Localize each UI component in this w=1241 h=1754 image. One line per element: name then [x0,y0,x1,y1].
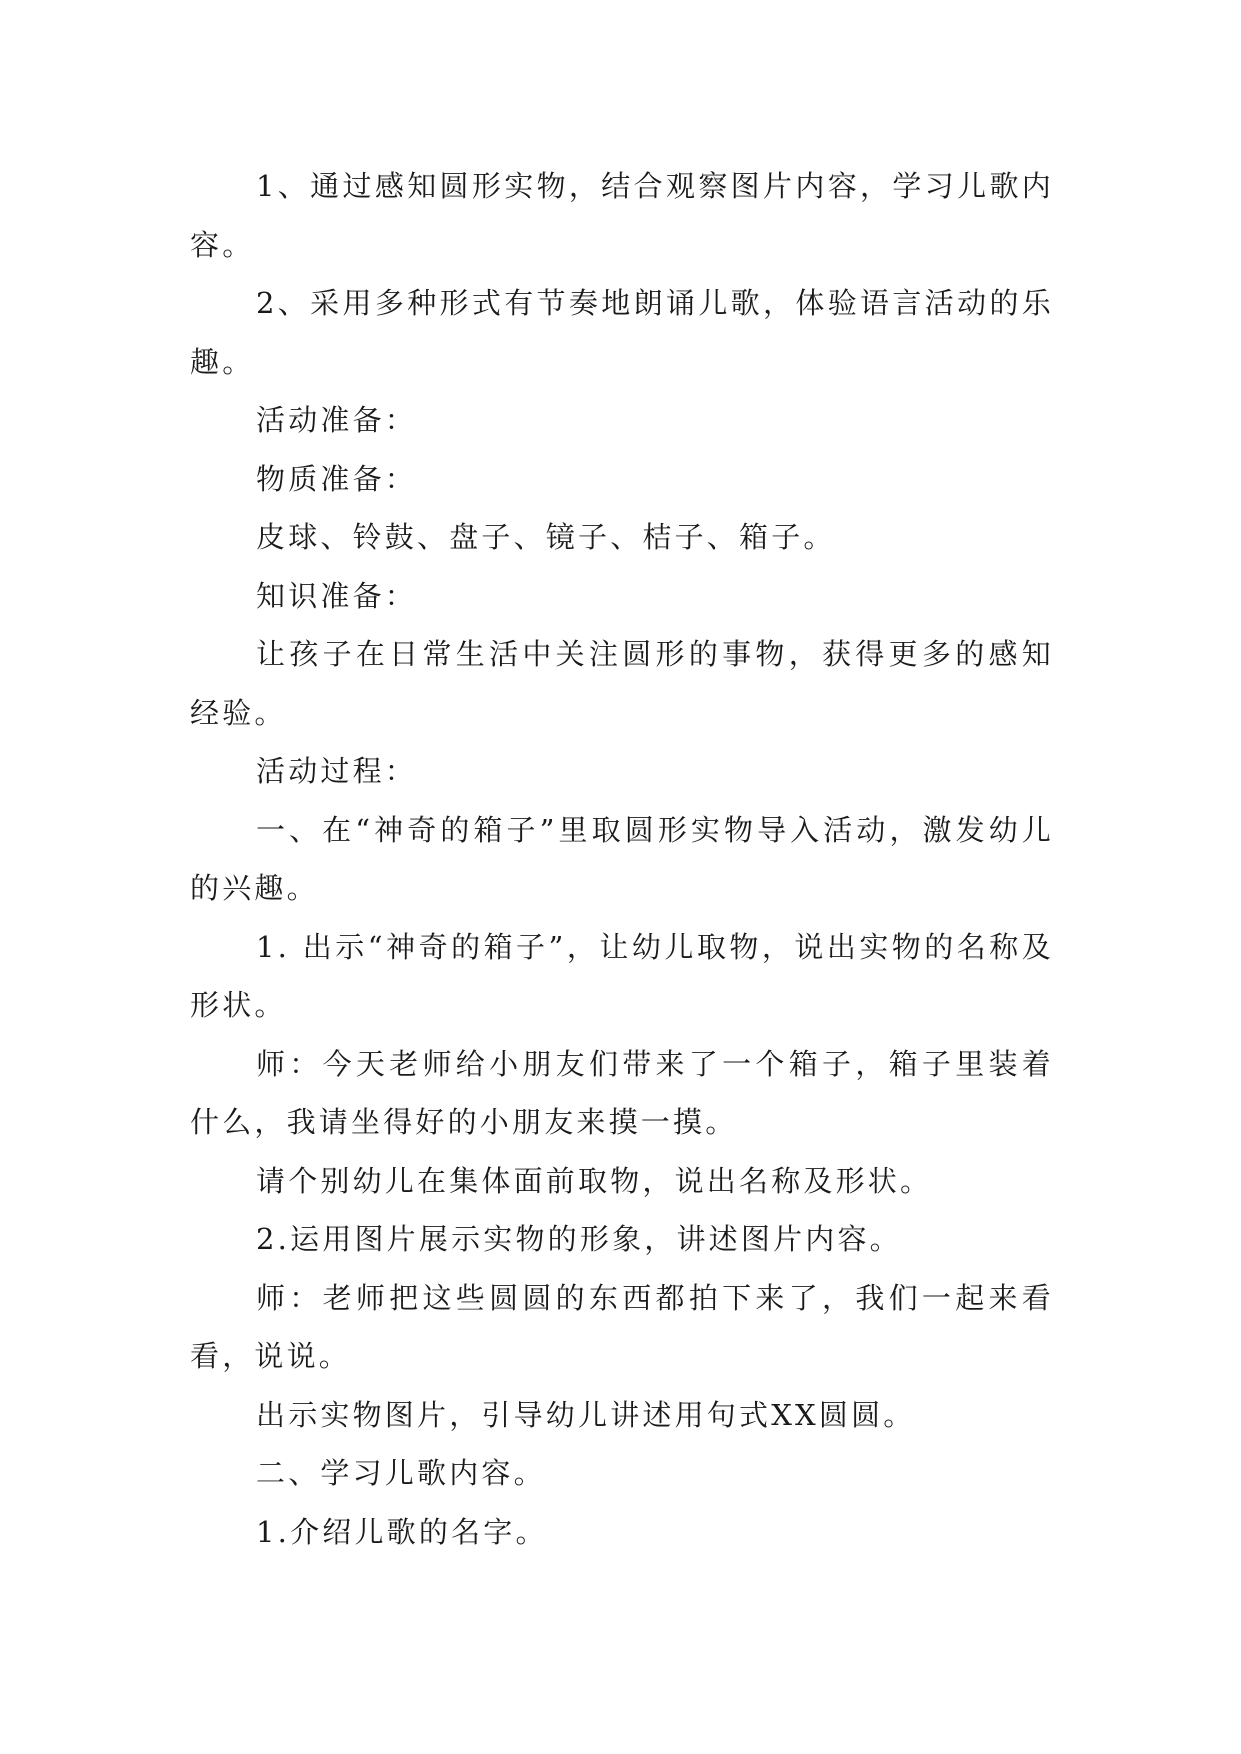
paragraph-teacher-line-2: 师：老师把这些圆圆的东西都拍下来了，我们一起来看看，说说。 [190,1280,1054,1373]
paragraph-objective-2: 2、采用多种形式有节奏地朗诵儿歌，体验语言活动的乐趣。 [190,286,1054,379]
paragraph-invite-children: 请个别幼儿在集体面前取物，说出名称及形状。 [256,1163,933,1198]
heading-activity-process: 活动过程： [256,754,418,788]
paragraph-objective-1: 1、通过感知圆形实物，结合观察图片内容，学习儿歌内容。 [190,169,1054,262]
paragraph-step-2: 二、学习儿歌内容。 [256,1456,546,1490]
paragraph-step-2-1: 1.介绍儿歌的名字。 [256,1514,548,1549]
paragraph-step-1: 一、在“神奇的箱子”里取圆形实物导入活动，激发幼儿的兴趣。 [190,812,1054,905]
paragraph-knowledge-preparation: 让孩子在日常生活中关注圆形的事物，获得更多的感知经验。 [190,637,1054,730]
paragraph-teacher-line-1: 师：今天老师给小朋友们带来了一个箱子，箱子里装着什么，我请坐得好的小朋友来摸一摸。 [190,1046,1054,1139]
paragraph-material-list: 皮球、铃鼓、盘子、镜子、桔子、箱子。 [256,520,836,554]
paragraph-step-1-2: 2.运用图片展示实物的形象，讲述图片内容。 [256,1222,902,1256]
heading-knowledge-preparation: 知识准备： [256,578,418,613]
heading-material-preparation: 物质准备： [256,461,418,496]
heading-activity-preparation: 活动准备： [256,403,418,437]
document-body [190,157,1054,1561]
paragraph-step-1-1: 1. 出示“神奇的箱子”，让幼儿取物，说出实物的名称及形状。 [190,929,1054,1022]
paragraph-show-pictures: 出示实物图片，引导幼儿讲述用句式XX圆圆。 [256,1397,916,1432]
